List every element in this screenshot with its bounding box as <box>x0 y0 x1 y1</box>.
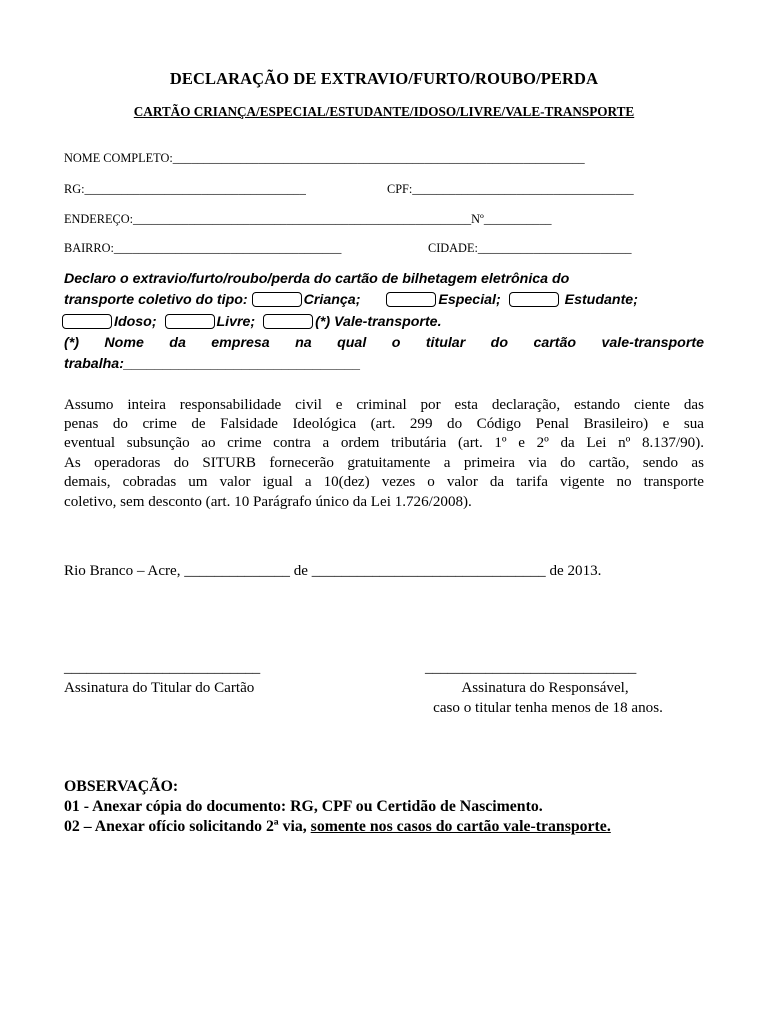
body-line: demais, cobradas um valor igual a 10(dez) vezes o valor da tarifa vigente no transporte <box>64 474 704 490</box>
signature-label-responsavel: Assinatura do Responsável, <box>461 680 629 696</box>
note-word: na <box>295 335 312 351</box>
observacao-item-2 <box>64 818 611 836</box>
checkbox-estudante[interactable] <box>509 292 559 307</box>
checkbox-especial[interactable] <box>386 292 436 307</box>
cidade-field[interactable]: CIDADE:_________________________ <box>428 241 632 255</box>
rg-field[interactable]: RG:____________________________________ <box>64 182 306 196</box>
signature-label-titular: Assinatura do Titular do Cartão <box>64 680 255 696</box>
signature-line-responsavel[interactable]: ____________________________ <box>425 660 637 676</box>
document-title: DECLARAÇÃO DE EXTRAVIO/FURTO/ROUBO/PERDA <box>169 69 599 88</box>
endereco-field[interactable]: ENDEREÇO:_______________________________________________________Nº___________ <box>64 212 552 226</box>
note-word: do <box>490 335 509 351</box>
document-subtitle: CARTÃO CRIANÇA/ESPECIAL/ESTUDANTE/IDOSO/LIVRE/VALE-TRANSPORTE <box>133 104 635 119</box>
note-word: empresa <box>211 335 270 351</box>
company-note-line-1 <box>64 335 704 351</box>
body-line: As operadoras do SITURB fornecerão gratuitamente a primeira via do cartão, sendo as <box>64 455 704 471</box>
note-word: cartão <box>533 335 577 351</box>
bairro-field[interactable]: BAIRRO:_____________________________________ <box>64 241 342 255</box>
note-word: qual <box>337 335 367 351</box>
checkbox-crianca[interactable] <box>252 292 302 307</box>
body-line: penas do crime de Falsidade Ideológica (art. 299 do Código Penal Brasileiro) e sua <box>64 416 704 432</box>
company-note-field[interactable]: trabalha:______________________________ <box>64 356 361 372</box>
note-word: (*) <box>64 335 79 351</box>
note-word: o <box>391 335 401 351</box>
option-livre-label: Livre; <box>216 314 256 330</box>
declaration-line-1: Declaro o extravio/furto/roubo/perda do cartão de bilhetagem eletrônica do <box>64 271 570 287</box>
declaration-line-3 <box>60 314 442 330</box>
cpf-field[interactable]: CPF:____________________________________ <box>387 182 634 196</box>
body-line: coletivo, sem desconto (art. 10 Parágrafo único da Lei 1.726/2008). <box>64 494 472 510</box>
signature-line-titular[interactable]: __________________________ <box>64 660 261 676</box>
nome-completo-field[interactable]: NOME COMPLETO:___________________________________________________________________ <box>64 151 585 165</box>
option-idoso-label: Idoso; <box>114 314 157 330</box>
option-especial-label: Especial; <box>438 292 501 308</box>
checkbox-vale-transporte[interactable] <box>263 314 313 329</box>
note-word: da <box>169 335 186 351</box>
note-word: vale-transporte <box>601 335 704 351</box>
declaration-type-prefix: transporte coletivo do tipo: <box>64 292 248 308</box>
date-line[interactable]: Rio Branco – Acre, ______________ de _______________________________ de 2013. <box>64 563 602 579</box>
body-line: Assumo inteira responsabilidade civil e criminal por esta declaração, estando ciente das <box>64 397 704 413</box>
option-estudante-label: Estudante; <box>564 292 638 308</box>
note-word: Nome <box>104 335 144 351</box>
checkbox-idoso[interactable] <box>62 314 112 329</box>
observacao-item-2-text: 02 – Anexar ofício solicitando 2ª via, <box>64 818 307 835</box>
note-word: titular <box>425 335 466 351</box>
body-line: eventual subsunção ao crime contra a ordem tributária (art. 1º e 2º da Lei nº 8.137/90). <box>64 435 704 451</box>
option-crianca-label: Criança; <box>303 292 361 308</box>
observacao-item-2-emphasis: somente nos casos do cartão vale-transporte. <box>310 818 611 835</box>
option-vale-transporte-label: (*) Vale-transporte. <box>315 314 442 330</box>
observacao-item-1: 01 - Anexar cópia do documento: RG, CPF ou Certidão de Nascimento. <box>64 798 543 815</box>
signature-label-responsavel-note: caso o titular tenha menos de 18 anos. <box>433 700 663 716</box>
declaration-line-2 <box>64 292 638 308</box>
checkbox-livre[interactable] <box>165 314 215 329</box>
observacao-heading: OBSERVAÇÃO: <box>64 778 179 795</box>
